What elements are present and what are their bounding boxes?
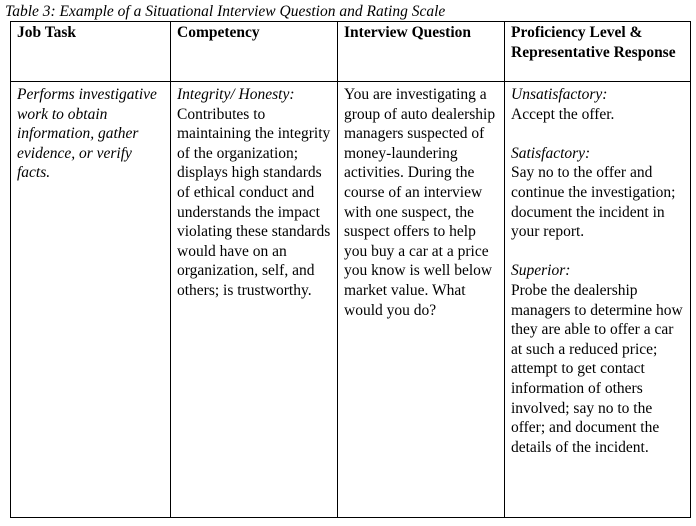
proficiency-unsatisfactory: [511, 85, 684, 124]
competency-description: Contributes to maintaining the integrity of the organization; displays high standards of ethical conduct and understands the impact violating these standards would have on an organization, self, and others; is trustworthy.: [177, 105, 331, 299]
rating-scale-table: [10, 21, 691, 518]
table-row: [11, 82, 691, 518]
interview-question-cell: [338, 82, 505, 518]
proficiency-cell: [505, 82, 691, 518]
competency-name: Integrity/ Honesty:: [177, 86, 295, 103]
response-satisfactory: Say no to the offer and continue the investigation; document the incident in your report.: [511, 164, 676, 241]
table-caption: Table 3: Example of a Situational Interview Question and Rating Scale: [5, 3, 446, 20]
level-spacer: [511, 124, 684, 144]
job-task-cell: [11, 82, 171, 518]
header-interview-question: Interview Question: [338, 22, 505, 82]
job-task-text: Performs investigative work to obtain information, gather evidence, or verify facts.: [17, 86, 157, 182]
level-label-satisfactory: Satisfactory:: [511, 144, 591, 162]
header-proficiency-level: Proficiency Level & Representative Response: [505, 22, 691, 82]
response-superior: Probe the dealership managers to determine how they are able to offer a car at such a reduced price; attempt to get contact information of others involved; say no to the offer; and document the details of the incident.: [511, 281, 683, 456]
header-competency: Competency: [171, 22, 338, 82]
proficiency-superior: [511, 261, 684, 457]
level-label-unsatisfactory: Unsatisfactory:: [511, 86, 608, 103]
competency-cell: [171, 82, 338, 518]
level-spacer: [511, 242, 684, 262]
level-label-superior: Superior:: [511, 262, 571, 280]
interview-question-text: You are investigating a group of auto dealership managers suspected of money-laundering activities. During the course of an interview with one suspect, the suspect offers to help you buy a car at a price you know is well below market value. What would you do?: [344, 86, 496, 319]
header-row: [11, 22, 691, 82]
proficiency-satisfactory: [511, 144, 684, 242]
header-job-task: Job Task: [11, 22, 171, 82]
response-unsatisfactory: Accept the offer.: [511, 105, 615, 123]
